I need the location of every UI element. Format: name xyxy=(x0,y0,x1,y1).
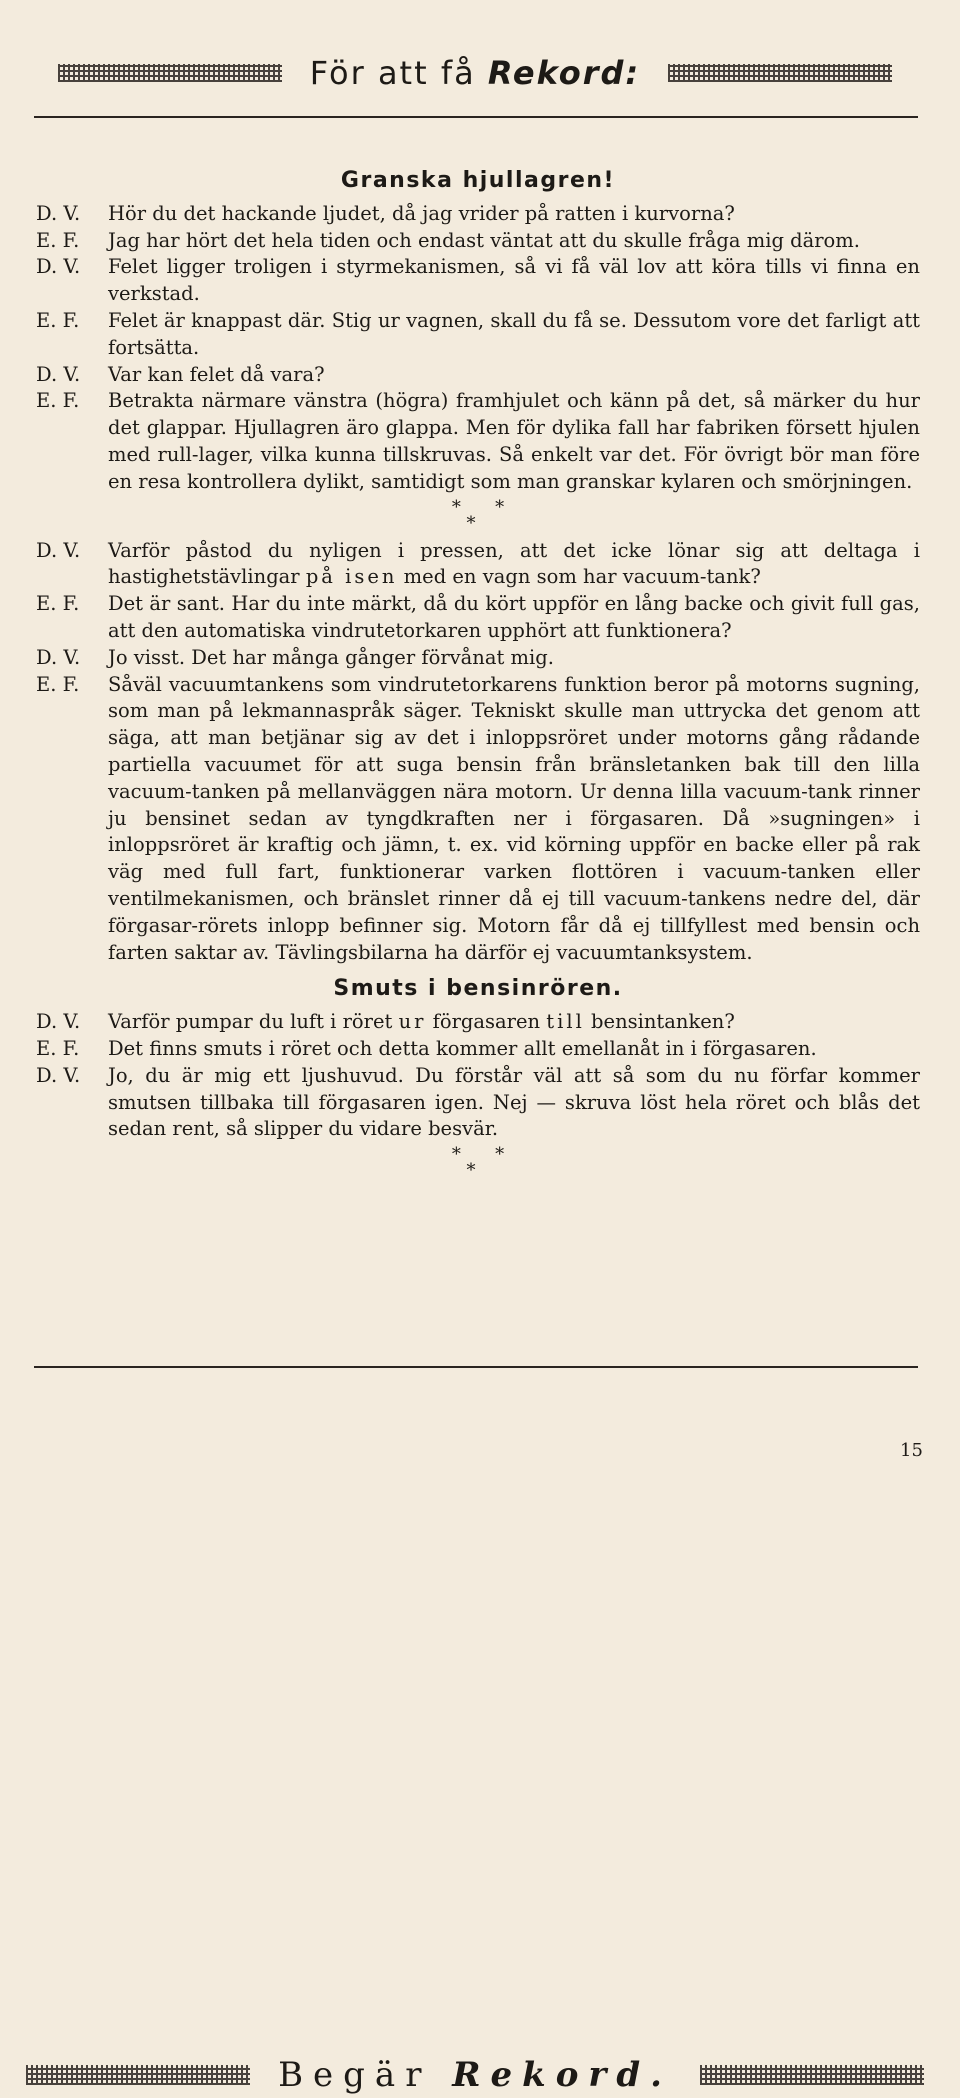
footer-title-prefix: Begär xyxy=(278,2055,432,2095)
line-text: Det finns smuts i röret och detta kommer allt emellanåt in i förgasaren. xyxy=(108,1036,817,1060)
dialogue-line xyxy=(36,538,920,592)
header-title-prefix: För att få xyxy=(309,54,476,92)
spaced-text: på isen xyxy=(305,565,398,589)
dialogue-line xyxy=(36,1036,920,1063)
star: * xyxy=(495,1144,505,1166)
ornament-left xyxy=(58,64,282,82)
text-part: Varför påstod du nyligen i pressen, att det icke lönar sig att deltaga i hastighetstävlingar xyxy=(108,538,920,589)
text-part: bensintanken? xyxy=(584,1010,735,1034)
line-text xyxy=(108,538,920,592)
ornament-right xyxy=(668,64,892,82)
star: * xyxy=(495,496,505,518)
footer-rule xyxy=(34,1366,918,1368)
dialogue-line xyxy=(36,201,920,228)
speaker: D. V. xyxy=(36,645,81,669)
line-text: Såväl vacuumtankens som vindrutetorkarens funktion beror på motorns sugning, som man på lekmannaspråk säger. Tekniskt skulle man uttrycka det genom att säga, att man betjänar sig av det i inloppsröret under motorns gång rådande partiella vacuumet för att suga bensin från bränsletanken bak till den lilla vacuum-tanken på mellanväggen nära motorn. Ur denna lilla vacuum-tank rinner ju bensinet sedan av tyngdkraften ner i förgasaren. Då »sugningen» i inloppsröret är kraftig och jämn, t. ex. vid körning uppför en backe eller på rak väg med full fart, funktionerar varken flottören i vacuum-tanken eller ventilmekanismen, och bränslet rinner då ej till vacuum-tankens nedre del, där förgasar-rörets inlopp befinner sig. Motorn får då ej tillfyllest med bensin och farten saktar av. Tävlingsbilarna ha därför ej vacuumtanksystem. xyxy=(108,672,920,964)
header-title-brand: Rekord: xyxy=(487,54,641,92)
dialogue-line xyxy=(36,254,920,308)
dialogue-line xyxy=(36,308,920,362)
dialogue-line xyxy=(36,645,920,672)
separator-stars xyxy=(36,1143,920,1185)
dialogue-line xyxy=(36,1063,920,1143)
dialogue xyxy=(36,201,920,496)
star: * xyxy=(466,512,476,534)
separator-stars xyxy=(36,496,920,538)
speaker: D. V. xyxy=(36,1063,81,1087)
speaker: E. F. xyxy=(36,308,80,332)
header-band xyxy=(30,52,920,94)
dialogue-line xyxy=(36,388,920,495)
footer-band xyxy=(30,2052,920,2098)
star: * xyxy=(466,1160,476,1182)
dialogue-line xyxy=(36,591,920,645)
line-text: Jo, du är mig ett ljushuvud. Du förstår väl att så som du nu förfar kommer smutsen tillbaka till förgasaren igen. Nej — skruva löst hela röret och blås det sedan rent, så slipper du vidare besvär. xyxy=(108,1063,920,1141)
spaced-text: ur xyxy=(398,1010,427,1034)
line-text: Jo visst. Det har många gånger förvånat mig. xyxy=(108,645,554,669)
line-text: Felet ligger troligen i styrmekanismen, så vi få väl lov att köra tills vi finna en verkstad. xyxy=(108,255,920,306)
speaker: D. V. xyxy=(36,1010,81,1034)
speaker: E. F. xyxy=(36,228,80,252)
header-title xyxy=(310,54,640,92)
text-part: Varför pumpar du luft i röret xyxy=(108,1010,399,1034)
text-part: med en vagn som har vacuum-tank? xyxy=(397,565,761,589)
dialogue xyxy=(36,1009,920,1143)
content xyxy=(36,168,920,1185)
line-text: Jag har hört det hela tiden och endast väntat att du skulle fråga mig därom. xyxy=(108,228,860,252)
speaker: D. V. xyxy=(36,362,81,386)
speaker: E. F. xyxy=(36,592,80,616)
line-text: Hör du det hackande ljudet, då jag vrider på ratten i kurvorna? xyxy=(108,201,735,225)
dialogue-line xyxy=(36,672,920,967)
ornament-right xyxy=(700,2065,924,2085)
line-text: Det är sant. Har du inte märkt, då du kört uppför en lång backe och givit full gas, att den automatiska vindrutetorkaren upphört att funktionera? xyxy=(108,592,920,642)
dialogue-line xyxy=(36,228,920,255)
dialogue xyxy=(36,538,920,967)
dialogue-line xyxy=(36,1009,920,1036)
footer-title xyxy=(278,2055,672,2095)
star: * xyxy=(451,496,461,518)
line-text xyxy=(108,1009,920,1036)
ornament-left xyxy=(26,2065,250,2085)
footer-title-brand: Rekord. xyxy=(452,2055,672,2095)
spaced-text: till xyxy=(546,1010,585,1034)
section-title: Granska hjullagren! xyxy=(340,168,616,193)
speaker: E. F. xyxy=(36,389,80,413)
line-text: Var kan felet då vara? xyxy=(108,362,325,386)
speaker: E. F. xyxy=(36,1036,80,1060)
text-part: förgasaren xyxy=(426,1010,547,1034)
speaker: D. V. xyxy=(36,538,81,562)
speaker: D. V. xyxy=(36,201,81,225)
speaker: E. F. xyxy=(36,672,80,696)
star: * xyxy=(451,1144,461,1166)
speaker: D. V. xyxy=(36,255,81,279)
page-number: 15 xyxy=(900,1440,923,1461)
line-text: Felet är knappast där. Stig ur vagnen, skall du få se. Dessutom vore det farligt att fortsätta. xyxy=(108,308,920,359)
header-rule xyxy=(34,116,918,118)
section-title: Smuts i bensinrören. xyxy=(333,976,623,1002)
line-text: Betrakta närmare vänstra (högra) framhjulet och känn på det, så märker du hur det glappar. Hjullagren äro glappa. Men för dylika fall har fabriken försett hjulen med rull-lager, vilka kunna tillskruvas. Så enkelt var det. För övrigt bör man före en resa kontrollera dylikt, samtidigt som man granskar kylaren och smörjningen. xyxy=(108,389,920,493)
dialogue-line xyxy=(36,362,920,389)
